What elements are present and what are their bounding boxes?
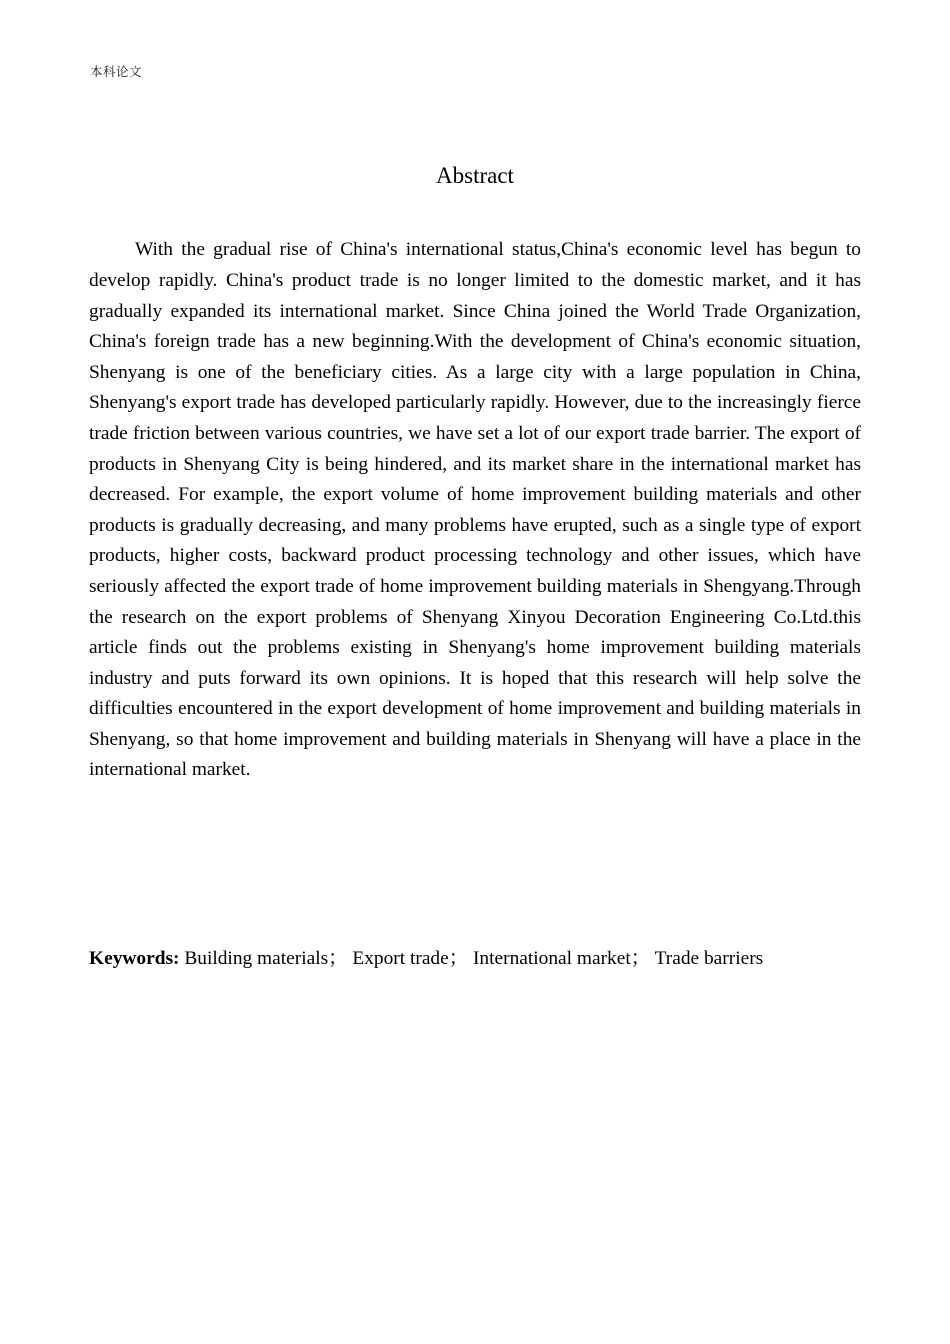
abstract-paragraph: With the gradual rise of China's international status,China's economic level has begun to develop rapidly. China's product trade is no longer limited to the domestic market, and it has gradually expanded its international market. Since China joined the World Trade Organization, China's foreign trade has a new beginning.With the development of China's economic situation, Shenyang is one of the beneficiary cities. As a large city with a large population in China, Shenyang's export trade has developed particularly rapidly. However, due to the increasingly fierce trade friction between various countries, we have set a lot of our export trade barrier. The export of products in Shenyang City is being hindered, and its market share in the international market has decreased. For example, the export volume of home improvement building materials and other products is gradually decreasing, and many problems have erupted, such as a single type of export products, higher costs, backward product processing technology and other issues, which have seriously affected the export trade of home improvement building materials in Shengyang.Through the research on the export problems of Shenyang Xinyou Decoration Engineering Co.Ltd.this article finds out the problems existing in Shenyang's home improvement building materials industry and puts forward its own opinions. It is hoped that this research will help solve the difficulties encountered in the export development of home improvement and building materials in Shenyang, so that home improvement and building materials in Shenyang will have a place in the international market. <box>89 239 861 781</box>
keywords-values: Building materials； Export trade； International market； Trade barriers <box>179 948 764 970</box>
keywords-block <box>89 944 861 975</box>
running-header: 本科论文 <box>90 65 143 79</box>
keywords-label: Keywords: <box>89 948 180 970</box>
page-title: Abstract <box>436 163 514 189</box>
